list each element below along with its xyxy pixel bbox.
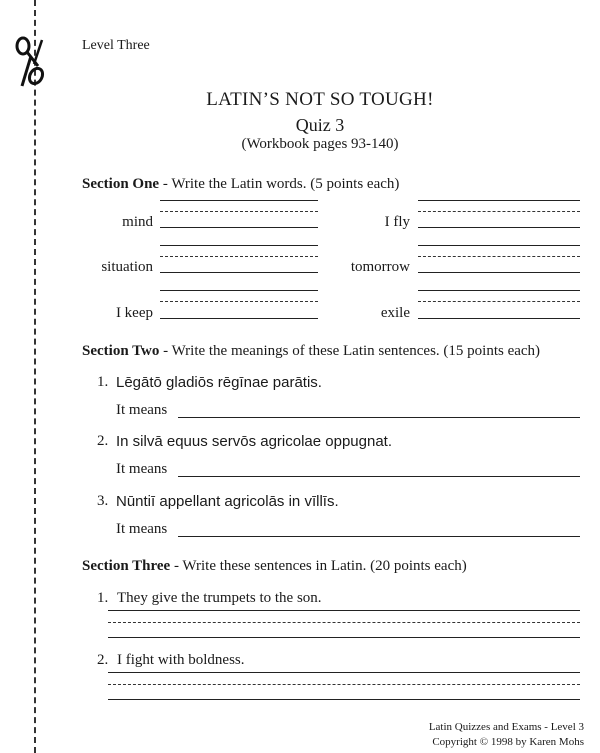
it-means-label: It means [116,521,168,537]
section-two-heading [82,343,540,360]
answer-line-base [160,318,318,319]
answer-line-mid [108,622,580,623]
section-three-heading [82,558,467,575]
translation-answer-line[interactable] [178,536,580,537]
answer-line-top[interactable] [418,290,580,291]
word-label-i-keep: I keep [115,305,153,321]
english-sentence: They give the trumpets to the son. [117,590,322,606]
answer-line-top[interactable] [160,245,318,246]
answer-line-base [418,272,580,273]
word-label-tomorrow: tomorrow [350,259,410,275]
answer-line-top[interactable] [160,200,318,201]
workbook-pages: (Workbook pages 93-140) [241,136,399,152]
footer-book-title: Latin Quizzes and Exams - Level 3 [428,721,584,733]
section-three-instructions: - Write these sentences in Latin. (20 points each) [170,558,467,574]
answer-line-top[interactable] [108,610,580,611]
translation-answer-line[interactable] [178,417,580,418]
english-sentence: I fight with boldness. [117,652,245,668]
word-label-exile: exile [380,305,410,321]
answer-line-top[interactable] [418,200,580,201]
section-three-title: Section Three [82,558,171,574]
answer-line-mid [160,256,318,257]
word-label-mind: mind [122,214,153,230]
answer-line-mid [418,211,580,212]
section-one-instructions: - Write the Latin words. (5 points each) [159,176,400,192]
question-number: 2. [97,652,109,668]
answer-line-mid [160,211,318,212]
section-two-instructions: - Write the meanings of these Latin sentences. (15 points each) [159,343,541,359]
quiz-title: LATIN’S NOT SO TOUGH! [206,89,434,110]
answer-line-top[interactable] [108,672,580,673]
quiz-number: Quiz 3 [295,115,345,135]
question-number: 3. [97,493,109,509]
word-label-i-fly: I fly [384,214,410,230]
latin-sentence: Nūntiī appellant agricolās in vīllīs. [116,493,339,510]
answer-line-mid [160,301,318,302]
answer-line-base [160,227,318,228]
section-one-title: Section One [82,176,160,192]
scissors-icon [14,36,46,90]
answer-line-base [108,699,580,700]
word-label-situation: situation [101,259,153,275]
latin-sentence: In silvā equus servōs agricolae oppugnat. [116,433,393,450]
answer-line-mid [418,256,580,257]
section-one-heading [82,176,399,193]
cut-line [34,0,36,753]
translation-answer-line[interactable] [178,476,580,477]
answer-line-mid [418,301,580,302]
question-number: 1. [97,590,109,606]
answer-line-base [418,318,580,319]
question-number: 1. [97,374,109,390]
footer-copyright: Copyright © 1998 by Karen Mohs [432,736,584,748]
answer-line-top[interactable] [418,245,580,246]
answer-line-base [418,227,580,228]
answer-line-mid [108,684,580,685]
question-number: 2. [97,433,109,449]
it-means-label: It means [116,461,168,477]
it-means-label: It means [116,402,168,418]
latin-sentence: Lēgātō gladiōs rēgīnae parātis. [116,374,322,391]
answer-line-top[interactable] [160,290,318,291]
answer-line-base [108,637,580,638]
answer-line-base [160,272,318,273]
level-label: Level Three [82,38,150,53]
section-two-title: Section Two [82,343,160,359]
